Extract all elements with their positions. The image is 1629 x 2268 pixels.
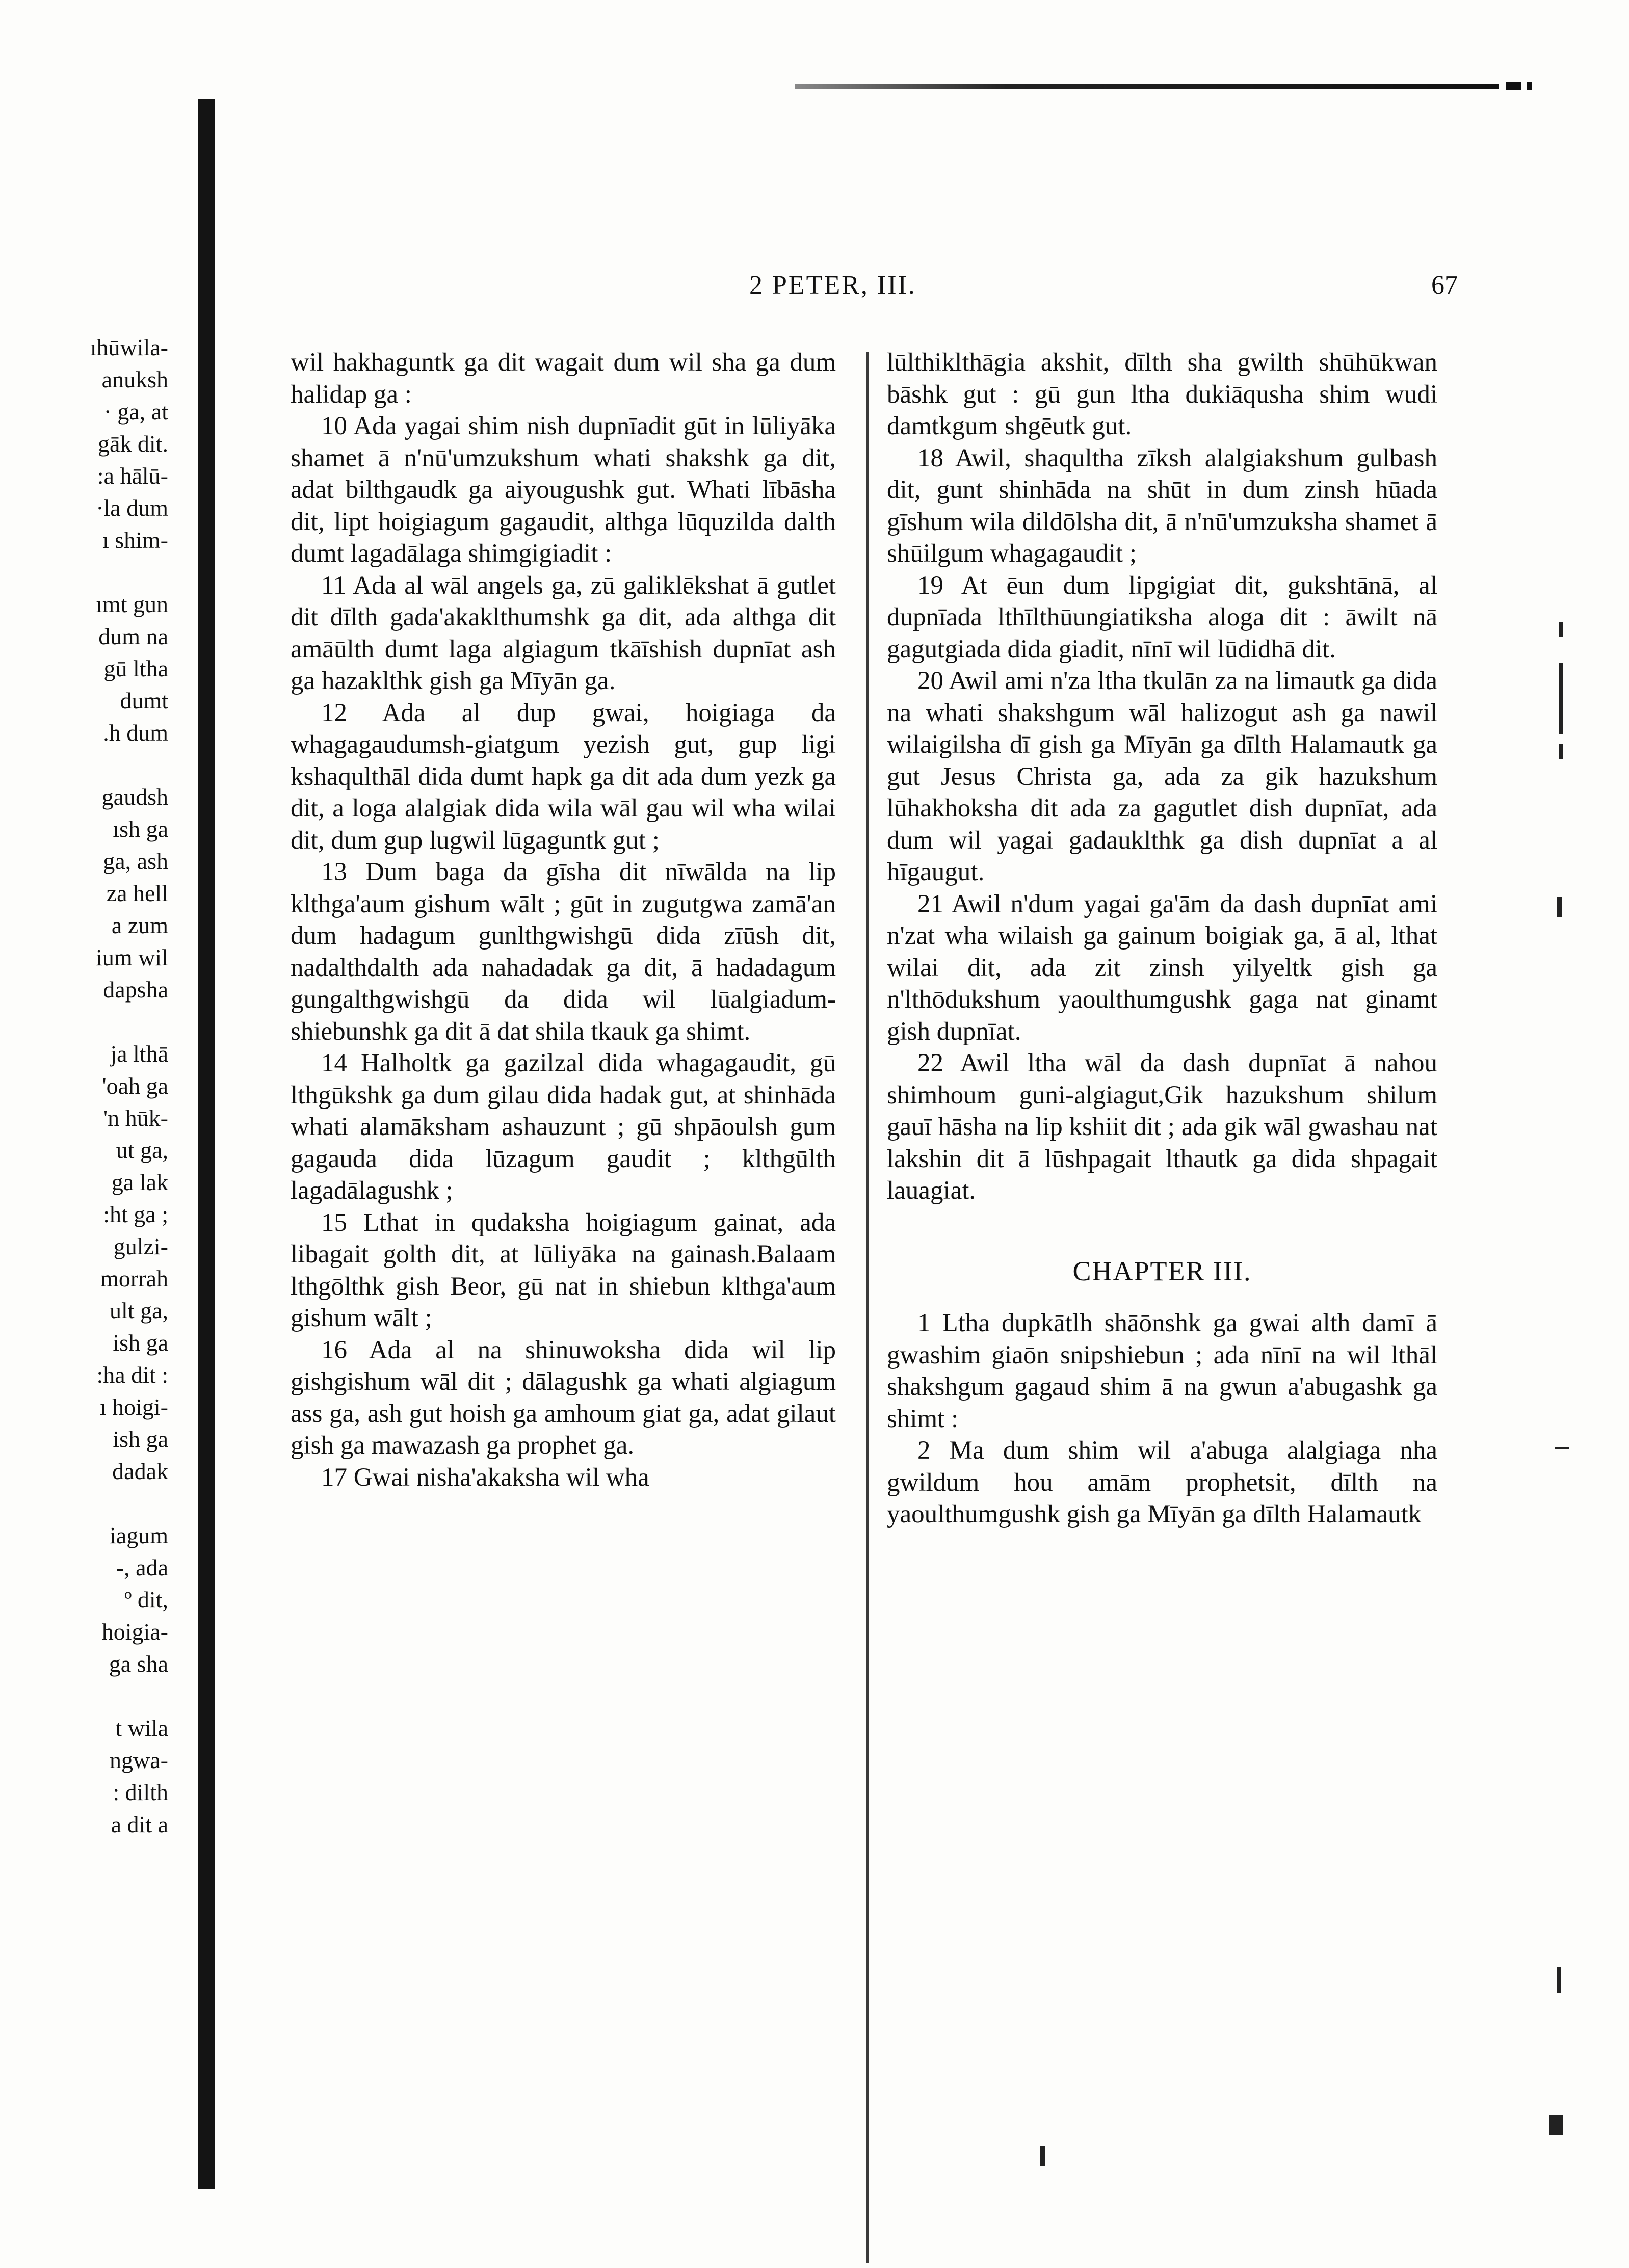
verse-paragraph: 13 Dum baga da gīsha dit nīwālda na lip klthga'aum gishum wālt ; gūt in zugutgwa zamā'an dum hadagum gunlthgwishgū dida zīūsh dit, nadalthdalth ada nahadadak ga dit, ā hadadagum gungalthgwishgū da dida wil lūalgiadum-shiebunshk ga dit ā dat shila tkauk ga shimt. [291,858,836,1046]
facing-page-fragment: -, ada [116,1554,168,1580]
facing-page-fragment: .h dum [103,720,168,746]
verse-paragraph: 2 Ma dum shim wil a'abuga alalgiaga nha gwildum hou amām prophetsit, dīlth na yaoulthumgushk gish ga Mīyān ga dīlth Halamautk [887,1436,1437,1528]
verse-paragraph: 18 Awil, shaqultha zīksh alalgiakshum gulbash dit, gunt shinhāda na shūt in dum zinsh hūada gīshum wila dildōlsha dit, ā n'nū'umzuksha shamet ā shūilgum whagagaudit ; [887,443,1437,568]
facing-page-fragment: ium wil [96,944,168,970]
margin-speck [1559,663,1563,734]
facing-page-fragment [0,1680,168,1712]
facing-page-fragment: a zum [111,912,168,938]
facing-page-fragment: · ga, at [103,399,168,425]
facing-page-fragment: gū ltha [103,655,168,681]
verse-paragraph: 19 At ēun dum lipgigiat dit, gukshtānā, al dupnīada lthīlthūungiatiksha aloga dit : āwilt nā gagutgiada dida giadit, nīnī wil lūdidhā dit. [887,571,1437,664]
facing-page-fragment: ga lak [111,1169,168,1195]
facing-page-fragment: ı hoigi- [99,1394,168,1420]
facing-page-fragment: hoigia- [101,1619,168,1645]
facing-page-fragment: morrah [100,1265,168,1291]
facing-page-fragment [0,556,168,588]
margin-speck [1557,1967,1561,1993]
top-rule-dash [1506,82,1521,90]
facing-page-fragment: :a hālū- [97,463,168,489]
facing-page-fragment: ısh ga [113,816,168,842]
facing-page-fragment: : dilth [113,1779,168,1805]
margin-speck [1040,2146,1045,2166]
continued-paragraph: wil hakhaguntk ga dit wagait dum wil sha ga dum halidap ga : [291,348,836,409]
column-divider [866,352,869,2263]
margin-speck [1559,744,1563,759]
binding-gutter [198,99,215,2189]
facing-page-fragment: anuksh [101,366,168,392]
right-text-column [887,347,1437,1531]
facing-page-fragment: º dit, [124,1587,168,1613]
verse-paragraph: 1 Ltha dupkātlh shāōnshk ga gwai alth damī ā gwashim giaōn snipshiebun ; ada nīnī na wil lthāl shakshgum gagaud shim ā na gwun a'abugashk ga shimt : [887,1309,1437,1433]
margin-speck [1555,1447,1569,1449]
margin-speck [1559,622,1563,637]
running-title: 2 PETER, III. [749,271,916,300]
facing-page-fragment: a dit a [111,1811,168,1837]
facing-page-fragment: 'n hūk- [103,1105,168,1131]
chapter-heading: CHAPTER III. [1072,1255,1252,1286]
verse-paragraph: 12 Ada al dup gwai, hoigiaga da whagagaudumsh-giatgum yezish gut, gup ligi kshaqulthāl dida dumt hapk ga dit ada dum yezk ga dit, a loga alalgiak dida wila wāl gau wil wha wilai dit, dum gup lugwil lūgaguntk gut ; [291,698,836,855]
top-rule [795,84,1499,89]
facing-page-fragment: dum na [98,623,168,649]
facing-page-fragment: iagum [110,1522,168,1548]
facing-page-fragment: ga, ash [103,848,168,874]
facing-page-fragment: ult ga, [110,1298,168,1324]
facing-page-fragment: dadak [112,1458,168,1484]
facing-page-fragment [0,1487,168,1519]
continued-paragraph: lūlthiklthāgia akshit, dīlth sha gwilth shūhūkwan bāshk gut : gū gun ltha dukiāqusha shim wudi damtkgum shgēutk gut. [887,348,1437,440]
verse-paragraph: 22 Awil ltha wāl da dash dupnīat ā nahou shimhoum guni-algiagut,Gik hazukshum shilum gauī hāsha na lip kshiit dit ; ada gik wāl gwashau nat lakshin dit ā lūshpagait lthautk ga dida shpagait lauagiat. [887,1049,1437,1205]
verse-paragraph: 15 Lthat in qudaksha hoigiagum gainat, ada libagait golth dit, at lūliyāka na gainash.Balaam lthgōlthk gish Beor, gū nat in shiebun klthga'aum gishum wālt ; [291,1208,836,1332]
facing-page-fragment: 'oah ga [102,1073,168,1099]
facing-page-fragment: ımt gun [96,591,168,617]
left-text-column [291,347,836,1493]
facing-page-fragment: gāk dit. [98,431,168,457]
verse-paragraph: 11 Ada al wāl angels ga, zū galiklēkshat ā gutlet dit dīlth gada'akaklthumshk ga dit, ada althga dit amāūlth dumt laga algiagum tkāīshish dupnīat ash ga hazaklthk gish ga Mīyān ga. [291,571,836,695]
facing-page-fragment: ı shim- [102,527,168,553]
top-rule-dash [1527,82,1532,90]
facing-page-fragment: :ha dit : [96,1362,168,1388]
facing-page-fragment: ish ga [113,1330,168,1356]
facing-page-fragments [0,331,168,1840]
facing-page-fragment: ut ga, [116,1137,168,1163]
facing-page-fragment: ·la dum [96,495,168,521]
facing-page-fragment: za hell [106,880,168,906]
facing-page-fragment: ish ga [113,1426,168,1452]
facing-page-fragment: ga sha [109,1651,168,1677]
facing-page-fragment: gulzi- [113,1233,168,1259]
page-number: 67 [1431,271,1458,300]
facing-page-fragment: dapsha [103,977,168,1003]
verse-paragraph: 17 Gwai nisha'akaksha wil wha [321,1463,649,1492]
facing-page-fragment [0,749,168,781]
facing-page-fragment: ngwa- [110,1747,168,1773]
facing-page-fragment: dumt [120,688,168,714]
facing-page-fragment: ja lthā [110,1041,168,1067]
margin-speck [1549,2115,1563,2135]
verse-paragraph: 14 Halholtk ga gazilzal dida whagagaudit, gū lthgūkshk ga dum gilau dida hadak gut, at shinhāda whati alamāksham ashauzunt ; gū shpāoulsh gum gagauda dida lūzagum gaudit ; klthgūlth lagadālagushk ; [291,1049,836,1205]
facing-page-fragment: gaudsh [101,784,168,810]
facing-page-fragment [0,1006,168,1038]
verse-paragraph: 16 Ada al na shinuwoksha dida wil lip gishgishum wāl dit ; dālagushk ga whati algiagum ass ga, ash gut hoish ga amhoum giat ga, adat gilaut gish ga mawazash ga prophet ga. [291,1335,836,1460]
verse-paragraph: 21 Awil n'dum yagai ga'ām da dash dupnīat ami n'zat wha wilaish ga gainum boigiak ga, ā al, lthat wilai dit, ada zit zinsh yilyeltk gish ga n'lthōdukshum yaoulthumgushk gaga nat ginamt gish dupnīat. [887,889,1437,1046]
page-header [291,270,1458,311]
facing-page-fragment: t wila [115,1715,168,1741]
facing-page-fragment: :ht ga ; [103,1201,168,1227]
verse-paragraph: 20 Awil ami n'za ltha tkulān za na limautk ga dida na whati shakshgum wāl halizogut ash ga nawil wilaigilsha dī gish ga Mīyān ga dīlth Halamautk ga gut Jesus Christa ga, ada za gik hazukshum lūhakhoksha dit ada za gagutlet dish dupnīat, ada dum wil yagai gadauklthk ga dish dupnīat a al hīgaugut. [887,667,1437,886]
facing-page-fragment: ıhūwila- [90,334,168,360]
verse-paragraph: 10 Ada yagai shim nish dupnīadit gūt in lūliyāka shamet ā n'nū'umzukshum whati shakshk ga dit, adat bilthgaudk ga aiyougushk gut. Whati lībāsha dit, lipt hoigiagum gagaudit, althga lūquzilda dalth dumt lagadālaga shimgigiadit : [291,412,836,568]
margin-speck [1557,897,1562,917]
